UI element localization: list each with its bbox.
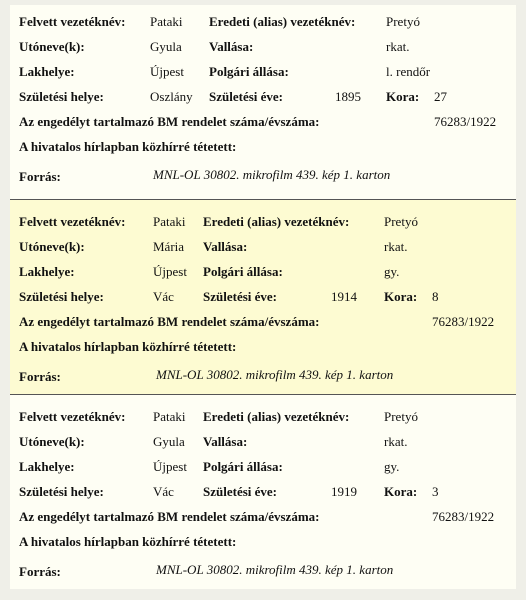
birthplace-label: Születési helye: [19, 289, 104, 304]
status-value: gy. [384, 264, 400, 279]
status-label: Polgári állása: [209, 64, 289, 79]
birthyear-value: 1895 [335, 89, 361, 104]
alias-value: Pretyó [384, 409, 418, 424]
given-label: Utóneve(k): [19, 434, 85, 449]
given-value: Mária [153, 239, 185, 254]
surname-label: Felvett vezetéknév: [19, 409, 126, 424]
age-label: Kora: [384, 484, 418, 499]
residence-value: Újpest [153, 459, 187, 474]
age-label: Kora: [386, 89, 420, 104]
alias-value: Pretyó [386, 14, 420, 29]
surname-value: Pataki [153, 214, 186, 229]
religion-value: rkat. [384, 434, 408, 449]
given-value: Gyula [153, 434, 185, 449]
residence-value: Újpest [150, 64, 184, 79]
birthplace-value: Vác [153, 484, 174, 499]
surname-label: Felvett vezetéknév: [19, 214, 126, 229]
residence-value: Újpest [153, 264, 187, 279]
birthplace-value: Vác [153, 289, 174, 304]
religion-value: rkat. [386, 39, 410, 54]
alias-value: Pretyó [384, 214, 418, 229]
decree-value: 76283/1922 [432, 509, 495, 524]
age-value: 8 [432, 289, 439, 304]
alias-label: Eredeti (alias) vezetéknév: [203, 214, 350, 229]
age-value: 27 [434, 89, 447, 104]
status-value: l. rendőr [386, 64, 431, 79]
given-label: Utóneve(k): [19, 239, 85, 254]
source-label: Forrás: [19, 369, 61, 384]
birthplace-value: Oszlány [150, 89, 193, 104]
surname-value: Pataki [153, 409, 186, 424]
birthyear-value: 1919 [331, 484, 357, 499]
residence-label: Lakhelye: [19, 459, 75, 474]
surname-value: Pataki [150, 14, 183, 29]
surname-label: Felvett vezetéknév: [19, 14, 126, 29]
decree-value: 76283/1922 [432, 314, 495, 329]
given-label: Utóneve(k): [19, 39, 85, 54]
gazette-label: A hivatalos hírlapban közhírré tétetett: [19, 139, 237, 154]
status-label: Polgári állása: [203, 459, 283, 474]
status-label: Polgári állása: [203, 264, 283, 279]
birthyear-label: Születési éve: [203, 484, 278, 499]
gazette-label: A hivatalos hírlapban közhírré tétetett: [19, 339, 237, 354]
source-label: Forrás: [19, 169, 61, 184]
religion-label: Vallása: [203, 239, 248, 254]
record-2 [10, 200, 516, 394]
decree-label: Az engedélyt tartalmazó BM rendelet száma/évszáma: [19, 314, 320, 329]
religion-label: Vallása: [203, 434, 248, 449]
record-1 [10, 5, 516, 199]
decree-label: Az engedélyt tartalmazó BM rendelet száma/évszáma: [19, 509, 320, 524]
source-value: MNL-OL 30802. mikrofilm 439. kép 1. karton [153, 167, 391, 182]
age-value: 3 [432, 484, 439, 499]
source-label: Forrás: [19, 564, 61, 579]
alias-label: Eredeti (alias) vezetéknév: [209, 14, 356, 29]
birthyear-label: Születési éve: [209, 89, 284, 104]
status-value: gy. [384, 459, 400, 474]
source-value: MNL-OL 30802. mikrofilm 439. kép 1. karton [156, 562, 394, 577]
birthplace-label: Születési helye: [19, 89, 104, 104]
birthyear-label: Születési éve: [203, 289, 278, 304]
decree-label: Az engedélyt tartalmazó BM rendelet száma/évszáma: [19, 114, 320, 129]
religion-value: rkat. [384, 239, 408, 254]
records-sheet [10, 5, 516, 589]
source-value: MNL-OL 30802. mikrofilm 439. kép 1. karton [156, 367, 394, 382]
decree-value: 76283/1922 [434, 114, 497, 129]
residence-label: Lakhelye: [19, 64, 75, 79]
age-label: Kora: [384, 289, 418, 304]
birthplace-label: Születési helye: [19, 484, 104, 499]
residence-label: Lakhelye: [19, 264, 75, 279]
gazette-label: A hivatalos hírlapban közhírré tétetett: [19, 534, 237, 549]
record-3 [10, 395, 516, 589]
birthyear-value: 1914 [331, 289, 357, 304]
alias-label: Eredeti (alias) vezetéknév: [203, 409, 350, 424]
religion-label: Vallása: [209, 39, 254, 54]
given-value: Gyula [150, 39, 182, 54]
